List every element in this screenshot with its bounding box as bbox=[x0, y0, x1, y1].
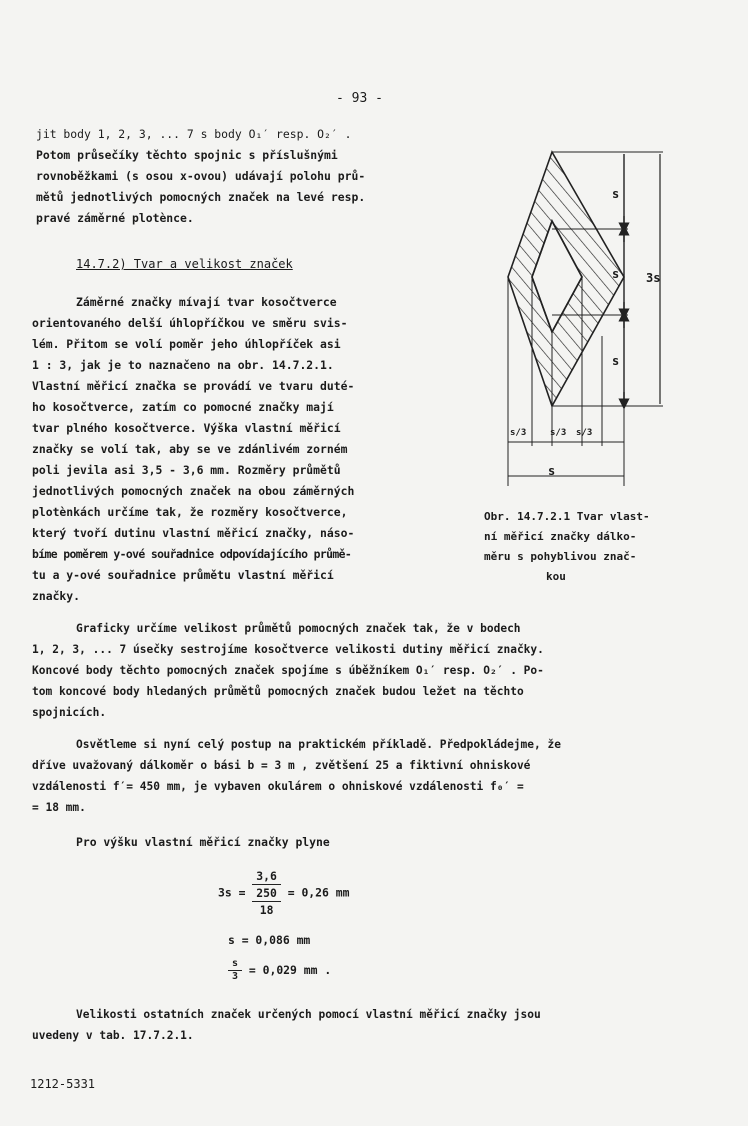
formula-result: = 0,029 mm . bbox=[248, 963, 332, 977]
text-line: 1 : 3, jak je to naznačeno na obr. 14.7.2.1. bbox=[32, 358, 334, 372]
text-line: poli jevila asi 3,5 - 3,6 mm. Rozměry průmětů bbox=[32, 463, 341, 477]
text-line: jednotlivých pomocných značek na obou záměrných bbox=[32, 484, 355, 498]
text-line: tvar plného kosočtverce. Výška vlastní měřicí bbox=[32, 421, 341, 435]
dim-label-s: s bbox=[612, 267, 620, 281]
caption-line: ní měřicí značky dálko- bbox=[484, 530, 637, 543]
text-line: Záměrné značky mívají tvar kosočtverce bbox=[76, 295, 337, 309]
text-line: Graficky určíme velikost průmětů pomocných značek tak, že v bodech bbox=[76, 622, 521, 635]
fraction-denominator: 3 bbox=[232, 971, 239, 982]
dim-label-s: s bbox=[612, 187, 620, 201]
text-line: uvedeny v tab. 17.7.2.1. bbox=[32, 1029, 194, 1042]
fraction-denominator bbox=[252, 885, 281, 918]
dim-label-s-third: s/3 bbox=[510, 428, 527, 438]
formula-fraction bbox=[252, 868, 281, 918]
text-line: spojnicích. bbox=[32, 706, 107, 719]
text-line: Osvětleme si nyní celý postup na praktickém příkladě. Předpokládejme, že bbox=[76, 738, 561, 751]
text-line: mětů jednotlivých pomocných značek na levé resp. bbox=[36, 190, 366, 204]
page-number: - 93 - bbox=[336, 91, 383, 106]
text-line: značky se volí tak, aby se ve zdánlivém zorném bbox=[32, 442, 348, 456]
fraction-numerator: 3,6 bbox=[252, 868, 281, 885]
text-line: lém. Přitom se volí poměr jeho úhlopříček asi bbox=[32, 337, 341, 351]
text-line: = 18 mm. bbox=[32, 801, 86, 814]
text-line: bíme poměrem y-ové souřadnice odpovídajícího průmě- bbox=[32, 547, 352, 561]
paragraph-5 bbox=[32, 1004, 541, 1046]
text-line: pravé záměrné plotènce. bbox=[36, 211, 194, 225]
formula-s: s = 0,086 mm bbox=[228, 933, 311, 947]
text-line: Velikosti ostatních značek určených pomocí vlastní měřicí značky jsou bbox=[76, 1008, 541, 1021]
text-line: Vlastní měřicí značka se provádí ve tvaru duté- bbox=[32, 379, 355, 393]
text-line: tom koncové body hledaných průmětů pomocných značek budou ležet na těchto bbox=[32, 685, 524, 698]
paragraph-4: Pro výšku vlastní měřicí značky plyne bbox=[76, 835, 330, 849]
caption-line: měru s pohyblivou znač- bbox=[484, 550, 637, 563]
formula-fraction bbox=[228, 958, 242, 983]
text-line: jit body 1, 2, 3, ... 7 s body O₁′ resp. O₂′ . bbox=[36, 127, 352, 141]
text-line: plotènkách určíme tak, že rozměry kosočtverce, bbox=[32, 505, 348, 519]
top-paragraph bbox=[36, 124, 365, 229]
paragraph-3 bbox=[32, 734, 561, 818]
caption-line: Obr. 14.7.2.1 Tvar vlast- bbox=[484, 510, 650, 523]
figure-caption bbox=[484, 507, 714, 587]
text-line: který tvoří dutinu vlastní měřicí značky, náso- bbox=[32, 526, 355, 540]
fraction-numerator: s bbox=[228, 958, 242, 971]
text-line: rovnoběžkami (s osou x-ovou) udávají polohu prů- bbox=[36, 169, 366, 183]
fraction-denominator: 18 bbox=[259, 903, 274, 917]
text-line: tu a y-ové souřadnice průmětu vlastní měřicí bbox=[32, 568, 334, 582]
dim-label-s-third: s/3 bbox=[576, 428, 593, 438]
text-line: vzdálenosti f′= 450 mm, je vybaven okulárem o ohniskové vzdálenosti f₀′ = bbox=[32, 780, 524, 793]
text-line: ho kosočtverce, zatím co pomocné značky mají bbox=[32, 400, 334, 414]
text-line: orientovaného delší úhlopříčkou ve směru svis- bbox=[32, 316, 348, 330]
formula-lhs: 3s = bbox=[218, 885, 246, 900]
formula-result: = 0,26 mm bbox=[287, 885, 350, 900]
footer-code: 1212-5331 bbox=[30, 1077, 96, 1091]
fraction-numerator: 250 bbox=[252, 885, 281, 902]
caption-line: kou bbox=[546, 570, 566, 583]
section-heading: 14.7.2) Tvar a velikost značek bbox=[76, 257, 293, 271]
figure-rhombus-mark bbox=[488, 146, 708, 486]
text-line: značky. bbox=[32, 589, 81, 603]
section-paragraph bbox=[32, 292, 354, 607]
formula-3s bbox=[218, 868, 349, 918]
dim-label-s-third: s/3 bbox=[550, 428, 567, 438]
formula-s-third bbox=[228, 958, 331, 983]
dim-label-s: s bbox=[612, 354, 620, 368]
text-line: 1, 2, 3, ... 7 úsečky sestrojíme kosočtverce velikosti dutiny měřicí značky. bbox=[32, 643, 544, 656]
dim-label-bottom: s bbox=[548, 464, 556, 478]
paragraph-2 bbox=[32, 618, 544, 723]
outer-rhombus bbox=[508, 152, 624, 406]
dim-label-3s: 3s bbox=[646, 271, 661, 285]
text-line: Potom průsečíky těchto spojnic s příslušnými bbox=[36, 148, 338, 162]
text-line: dříve uvažovaný dálkoměr o bási b = 3 m , zvětšení 25 a fiktivní ohniskové bbox=[32, 759, 531, 772]
text-line: Koncové body těchto pomocných značek spojíme s úběžníkem O₁′ resp. O₂′ . Po- bbox=[32, 664, 544, 677]
